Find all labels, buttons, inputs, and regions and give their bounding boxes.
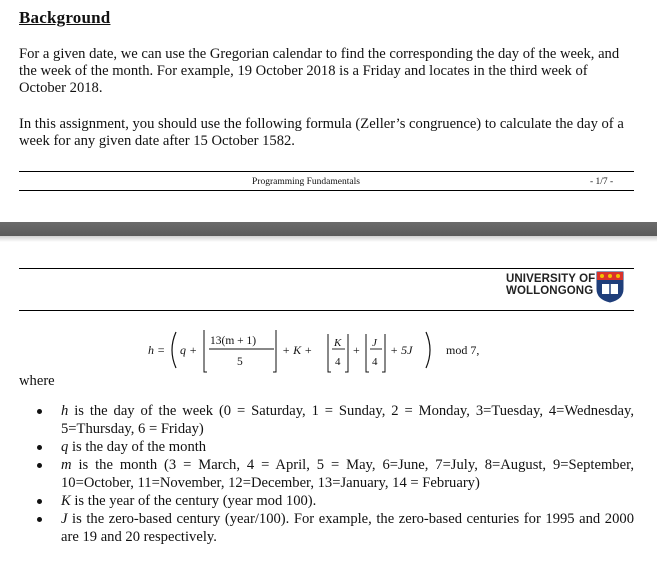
list-item bbox=[19, 456, 634, 492]
university-crest-logo bbox=[596, 271, 624, 303]
page-break-shadow bbox=[0, 236, 657, 242]
variable-name: J bbox=[61, 511, 68, 527]
variable-name: h bbox=[61, 403, 69, 419]
frac2-numerator: K bbox=[334, 337, 342, 349]
university-line-2: WOLLONGONG bbox=[506, 285, 594, 297]
page-break bbox=[0, 222, 657, 236]
list-item bbox=[19, 510, 634, 546]
formula-q: q + bbox=[180, 343, 198, 357]
frac3-denominator: 4 bbox=[372, 356, 378, 368]
list-item bbox=[19, 492, 634, 510]
bullet-icon bbox=[37, 409, 42, 414]
formula-k-term: + K + bbox=[282, 343, 313, 357]
variable-definitions-list bbox=[19, 402, 634, 546]
variable-description: is the zero-based century (year/100). For example, the zero-based centuries for 1995 and 2000 are 19 and 20 respectively. bbox=[61, 511, 634, 545]
formula-lhs: h = bbox=[148, 343, 166, 357]
formula-mod: mod 7, bbox=[446, 343, 480, 357]
variable-description: is the day of the week (0 = Saturday, 1 = Sunday, 2 = Monday, 3=Tuesday, 4=Wednesday, 5=Thursday, 6 = Friday) bbox=[61, 403, 634, 437]
bullet-icon bbox=[37, 517, 42, 522]
frac1-denominator: 5 bbox=[237, 356, 243, 368]
university-line-1: UNIVERSITY OF bbox=[506, 273, 596, 285]
variable-name: q bbox=[61, 439, 69, 455]
list-item bbox=[19, 438, 634, 456]
footer-bottom-rule bbox=[19, 190, 634, 191]
footer-page-number: - 1/7 - bbox=[590, 177, 614, 187]
footer-title: Programming Fundamentals bbox=[252, 177, 360, 187]
bullet-icon bbox=[37, 499, 42, 504]
intro-paragraph: For a given date, we can use the Gregorian calendar to find the corresponding the day of the week, and the week of the month. For example, 19 October 2018 is a Friday and locates in the third week of October 2018. bbox=[19, 46, 620, 96]
list-item bbox=[19, 402, 634, 438]
formula-plus: + bbox=[353, 343, 360, 357]
frac1-numerator: 13(m + 1) bbox=[210, 335, 257, 347]
variable-name: m bbox=[61, 457, 72, 473]
assignment-paragraph: In this assignment, you should use the following formula (Zeller’s congruence) to calculate the day of a week for any given date after 15 October 1582. bbox=[19, 116, 624, 149]
zeller-formula bbox=[148, 318, 508, 380]
variable-description: is the month (3 = March, 4 = April, 5 = May, 6=June, 7=July, 8=August, 9=September, 10=October, 11=November, 12=December, 13=January, 14 = February) bbox=[61, 457, 634, 491]
header-bottom-rule bbox=[19, 310, 634, 311]
variable-description: is the year of the century (year mod 100). bbox=[70, 493, 317, 509]
bullet-icon bbox=[37, 463, 42, 468]
formula-5j-term: + 5J bbox=[390, 343, 413, 357]
university-name bbox=[506, 273, 595, 297]
frac3-numerator: J bbox=[372, 337, 377, 349]
where-label: where bbox=[19, 373, 55, 389]
bullet-icon bbox=[37, 445, 42, 450]
variable-name: K bbox=[61, 493, 71, 509]
header-rule bbox=[19, 268, 634, 269]
frac2-denominator: 4 bbox=[335, 356, 341, 368]
footer-rule bbox=[19, 171, 634, 172]
variable-description: is the day of the month bbox=[68, 439, 207, 455]
section-heading: Background bbox=[19, 8, 111, 27]
